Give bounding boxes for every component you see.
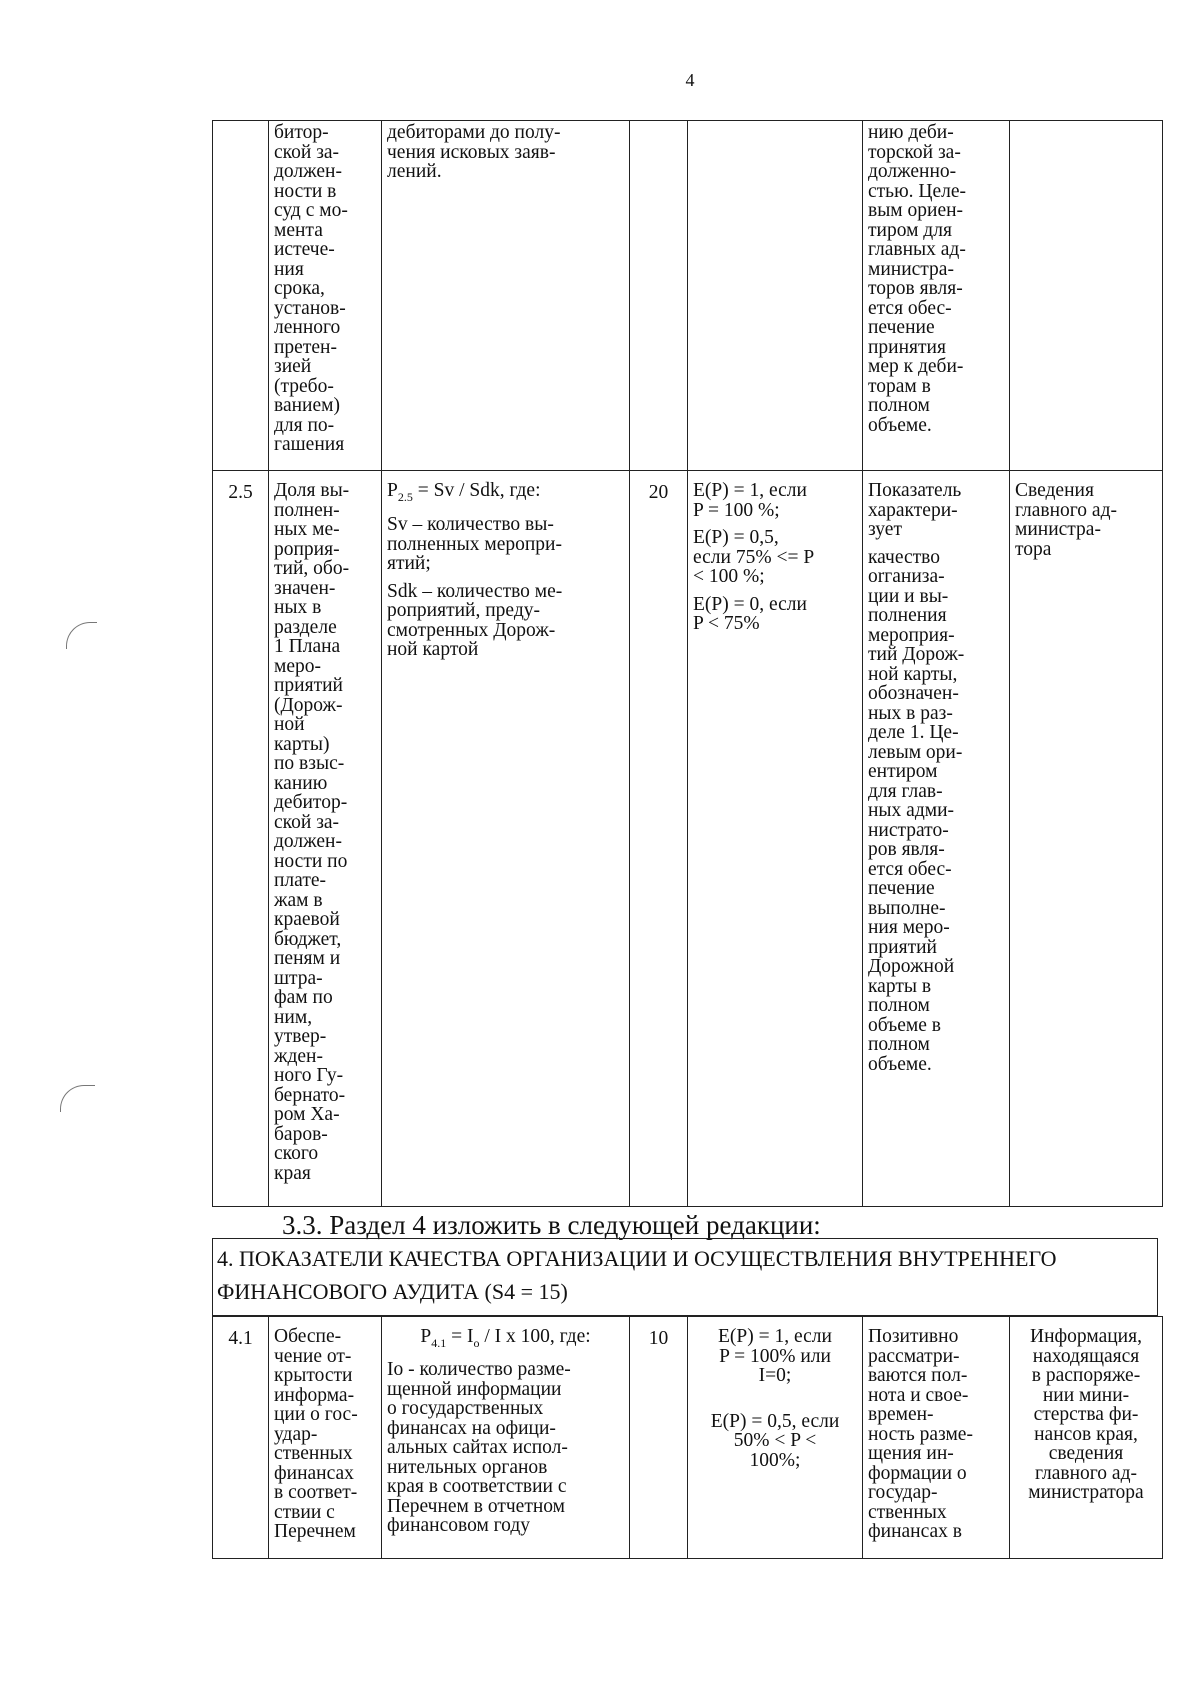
comment-text: нию деби- торской за- долженно- стью. Целе- вым ориен- тиром для главных ад- министра- торов явля- ется обес- печение принятия мер к деби- торам в полном объеме. — [868, 122, 967, 436]
evaluation-rule: E(P) = 1, если P = 100% или I=0; — [718, 1326, 832, 1386]
indicator-name-cell — [269, 471, 382, 1207]
table-row — [213, 471, 1163, 1207]
formula-cell — [382, 1317, 630, 1559]
formula-cell — [382, 471, 630, 1207]
source-cell — [1010, 471, 1163, 1207]
indicators-table-section-4 — [212, 1316, 1163, 1559]
formula-text: дебиторами до полу- чения исковых заяв- лений. — [387, 122, 561, 182]
evaluation-cell — [688, 1317, 863, 1559]
comment-cell — [863, 471, 1010, 1207]
indicator-name-text: Доля вы- полнен- ных ме- роприя- тий, обо- значен- ных в разделе 1 Плана меро- приятий (Дорож- ной карты) по взыс- канию дебитор- ской за- должен- ности по плате- жам в краевой бюджет, пеням и штра- фам по ним, утвер- жден- ного Гу- бернато- ром Ха- баров- ского края — [274, 480, 350, 1184]
formula-line — [387, 1327, 624, 1353]
section-title: 4. ПОКАЗАТЕЛИ КАЧЕСТВА ОРГАНИЗАЦИИ И ОСУЩЕСТВЛЕНИЯ ВНУТРЕННЕГО ФИНАНСОВОГО АУДИТА (S4 = 15) — [212, 1238, 1158, 1316]
comment-text: качество orганиза- ции и вы- полнения мероприя- тий Дорож- ной карты, обозначен- ных в раз- деле 1. Це- левым ори- ентиром для глав- ных адми- нистрато- ров явля- ется обес- печение выполне- ния меро- приятий Дорожной карты в полном объеме в полном объеме. — [868, 546, 965, 1075]
formula-symbol: P — [420, 1326, 432, 1347]
evaluation-cell — [688, 471, 863, 1207]
formula-cell — [382, 121, 630, 471]
evaluation-rule: E(P) = 0,5, если 75% <= P < 100 %; — [693, 527, 815, 587]
source-text: Информация, находящаяся в распоряже- нии мини- стерства фи- нансов края, сведения главного ад- министратора — [1028, 1326, 1144, 1503]
indicators-table-section-3 — [212, 120, 1163, 1207]
table-row — [213, 121, 1163, 471]
comment-cell — [863, 1317, 1010, 1559]
formula-definition: Io - количество разме- щенной информации о государственных финансах на офици- альных сайтах испол- нительных органов края в соответствии с Перечнем в отчетном финансовом году — [387, 1359, 571, 1537]
punch-hole-mark — [66, 622, 97, 649]
comment-cell — [863, 121, 1010, 471]
punch-hole-mark — [60, 1085, 95, 1112]
formula-expression: = I — [446, 1326, 474, 1347]
formula-definition: Sdk – количество ме- роприятий, преду- смотренных Дорож- ной картой — [387, 580, 563, 661]
indicator-name-cell — [269, 1317, 382, 1559]
formula-expression: = Sv / Sdk, где: — [412, 480, 541, 501]
formula-expression: / I x 100, где: — [479, 1326, 591, 1347]
comment-text: Показатель характери- зует — [868, 480, 962, 540]
weight-cell — [630, 121, 688, 471]
formula-subscript: 4.1 — [431, 1335, 447, 1350]
indicator-name-text: битор- ской за- должен- ности в суд с мо- мента истече- ния срока, установ- ленного претен- зией (требо- ванием) для по- гашения — [274, 122, 348, 455]
formula-subscript: 2.5 — [397, 489, 413, 504]
evaluation-cell — [688, 121, 863, 471]
instruction-text: 3.3. Раздел 4 изложить в следующей редакции: — [282, 1210, 821, 1240]
formula-line — [387, 481, 624, 507]
indicator-name-cell — [269, 121, 382, 471]
row-number-cell: 2.5 — [213, 471, 269, 1207]
source-cell — [1010, 1317, 1163, 1559]
evaluation-rule: E(P) = 0, если P < 75% — [693, 593, 807, 634]
page-number: 4 — [685, 70, 695, 90]
evaluation-rule: E(P) = 0,5, если 50% < P < 100%; — [710, 1410, 840, 1471]
evaluation-rule: E(P) = 1, если P = 100 %; — [693, 480, 807, 521]
formula-definition: Sv – количество вы- полненных меропри- ятий; — [387, 514, 562, 575]
row-number-cell — [213, 121, 269, 471]
source-text: Сведения главного ад- министра- тора — [1015, 480, 1117, 560]
formula-subscript: o — [473, 1335, 480, 1350]
indicator-name-text: Обеспе- чение от- крытости информа- ции о гос- удар- ственных финансах в соответ- ствии с Перечнем — [274, 1326, 358, 1542]
weight-cell: 20 — [630, 471, 688, 1207]
weight-cell: 10 — [630, 1317, 688, 1559]
comment-text: Позитивно рассматри- ваются пол- нота и свое- времен- ность разме- щения ин- формации о государ- ственных финансах в — [868, 1326, 973, 1542]
row-number-cell: 4.1 — [213, 1317, 269, 1559]
table-row — [213, 1317, 1163, 1559]
source-cell — [1010, 121, 1163, 471]
formula-symbol: P — [387, 480, 398, 501]
